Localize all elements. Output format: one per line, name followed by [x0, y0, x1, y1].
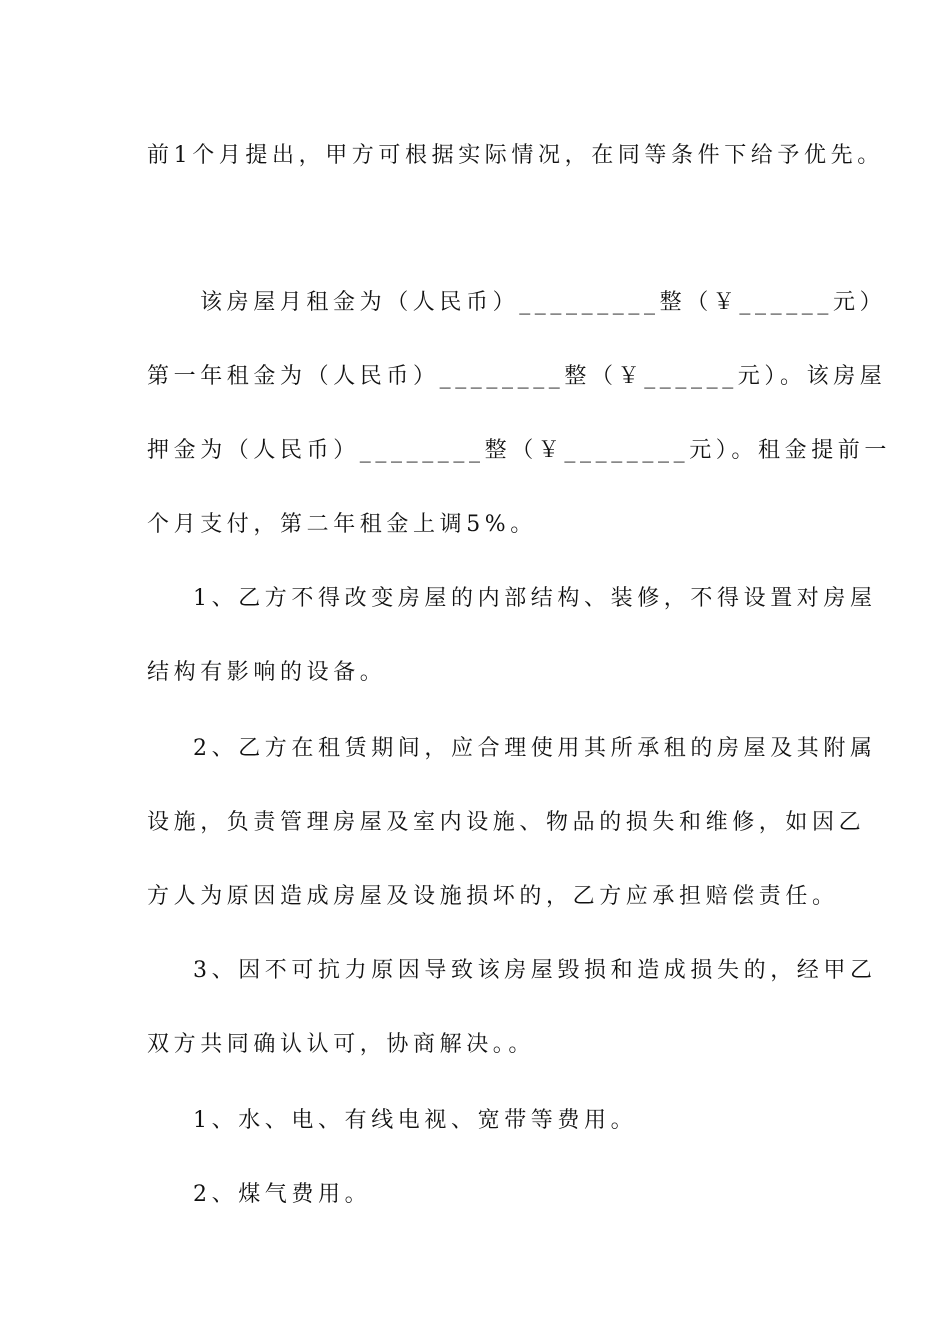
text-line: 2、煤气费用。	[193, 1182, 372, 1207]
text-line: 1、乙方不得改变房屋的内部结构、装修，不得设置对房屋	[193, 586, 877, 611]
text-line: 3、因不可抗力原因导致该房屋毁损和造成损失的，经甲乙	[193, 958, 877, 983]
text-line: 双方共同确认认可，协商解决。。	[147, 1032, 536, 1057]
text-line: 第一年租金为（人民币）________整（￥______元）。该房屋	[147, 364, 887, 389]
text-line: 2、乙方在租赁期间，应合理使用其所承租的房屋及其附属	[193, 736, 877, 761]
text-line: 设施，负责管理房屋及室内设施、物品的损失和维修，如因乙	[147, 810, 866, 835]
text-line: 个月支付，第二年租金上调5%。	[147, 512, 537, 537]
text-line: 前1个月提出，甲方可根据实际情况，在同等条件下给予优先。	[147, 143, 884, 168]
text-line: 押金为（人民币）________整（￥________元）。租金提前一	[147, 438, 892, 463]
text-line: 1、水、电、有线电视、宽带等费用。	[193, 1108, 638, 1133]
text-line: 该房屋月租金为（人民币）_________整（￥______元）	[200, 290, 887, 315]
text-line: 方人为原因造成房屋及设施损坏的，乙方应承担赔偿责任。	[147, 884, 839, 909]
text-line: 结构有影响的设备。	[147, 660, 387, 685]
